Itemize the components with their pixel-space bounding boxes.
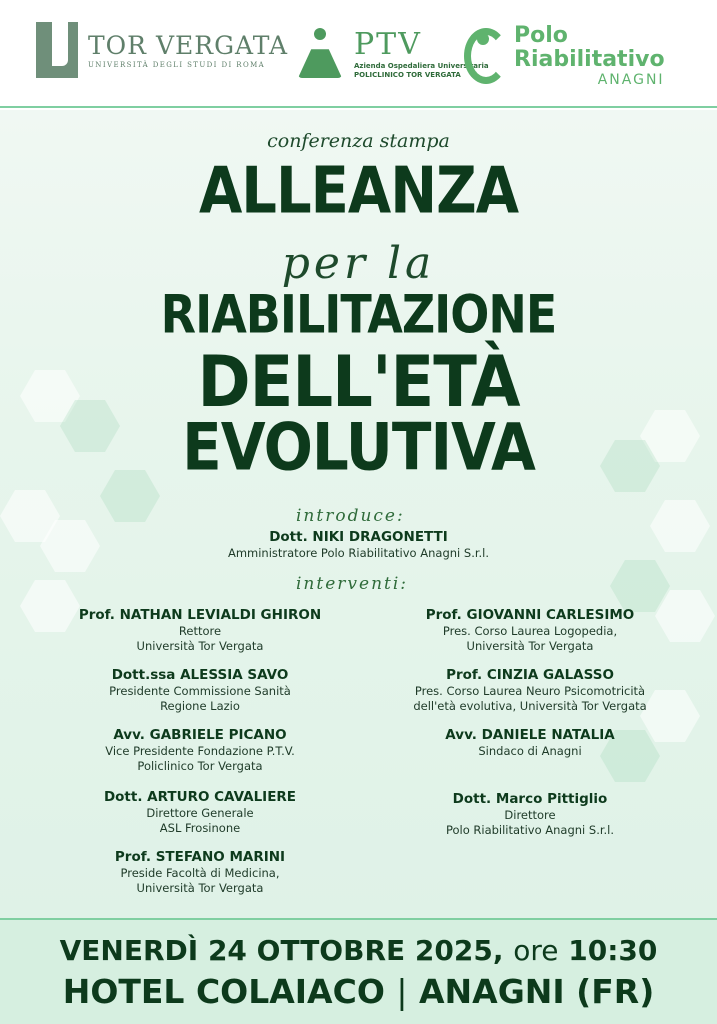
event-ore: ore (513, 934, 559, 967)
interventi-label: interventi: (296, 574, 409, 594)
ptv-line1: Azienda Ospedaliera Universitaria (354, 62, 489, 70)
speaker-role: Direttore (504, 808, 556, 822)
introduce-role: Amministratore Polo Riabilitativo Anagni S.r.l. (227, 546, 490, 560)
ptv-logo (292, 26, 489, 82)
speaker-name: Dott. Marco Pittiglio (452, 791, 608, 807)
speaker-role: dell'età evolutiva, Università Tor Vergata (413, 699, 647, 713)
speaker-name: Prof. CINZIA GALASSO (446, 667, 614, 683)
speaker-role: Pres. Corso Laurea Neuro Psicomotricità (414, 684, 646, 698)
speaker-name: Prof. STEFANO MARINI (114, 849, 286, 865)
speaker (40, 606, 360, 654)
title-line5: EVOLUTIVA (182, 408, 535, 486)
title-line4: DELL'ETÀ (197, 342, 520, 424)
speaker-name: Dott. ARTURO CAVALIERE (103, 789, 297, 805)
speaker-role: Università Tor Vergata (136, 639, 264, 653)
speaker (40, 726, 360, 774)
speaker (370, 790, 690, 838)
speaker (370, 606, 690, 654)
event-time: 10:30 (568, 934, 658, 967)
header (0, 0, 717, 108)
speaker-name: Prof. NATHAN LEVIALDI GHIRON (78, 607, 322, 623)
tor-vergata-name: TOR VERGATA (88, 31, 289, 60)
event-city: ANAGNI (FR) (419, 972, 655, 1011)
speaker (40, 666, 360, 714)
event-venue: HOTEL COLAIACO (62, 972, 385, 1011)
speaker-name: Avv. GABRIELE PICANO (113, 727, 287, 743)
polo-figure-icon (464, 28, 508, 84)
footer (0, 918, 717, 1024)
event-date: VENERDÌ 24 OTTOBRE 2025, (59, 934, 504, 967)
polo-city: ANAGNI (597, 72, 665, 88)
polo-logo (464, 24, 665, 88)
speaker-name: Prof. GIOVANNI CARLESIMO (425, 607, 635, 623)
title-line3: RIABILITAZIONE (160, 282, 557, 346)
speaker-role: Vice Presidente Fondazione P.T.V. (105, 744, 295, 758)
speaker-role: Rettore (178, 624, 222, 638)
speaker-name: Dott.ssa ALESSIA SAVO (111, 667, 289, 683)
introduce-block (0, 528, 717, 561)
ptv-name: PTV (354, 27, 422, 62)
introduce-label: introduce: (296, 506, 405, 526)
tor-vergata-subtitle: UNIVERSITÀ DEGLI STUDI DI ROMA (88, 61, 266, 69)
ptv-figure-icon (292, 26, 348, 82)
ptv-line2: POLICLINICO TOR VERGATA (354, 71, 461, 79)
speaker-role: ASL Frosinone (159, 821, 241, 835)
speaker (40, 848, 360, 896)
tor-vergata-emblem-icon (36, 22, 78, 78)
speaker-role: Direttore Generale (146, 806, 254, 820)
speaker (40, 788, 360, 836)
speaker-role: Università Tor Vergata (466, 639, 594, 653)
tor-vergata-logo (36, 22, 288, 78)
event-type: conferenza stampa (267, 130, 450, 152)
speaker-role: Polo Riabilitativo Anagni S.r.l. (445, 823, 615, 837)
speaker-name: Avv. DANIELE NATALIA (445, 727, 615, 743)
title-script: per la (281, 238, 436, 289)
polo-name-line1: Polo (514, 23, 568, 48)
speaker-role: Pres. Corso Laurea Logopedia, (442, 624, 618, 638)
polo-name-line2: Riabilitativo (514, 47, 665, 72)
speaker (370, 726, 690, 759)
speaker-role: Regione Lazio (160, 699, 240, 713)
introduce-name: Dott. NIKI DRAGONETTI (269, 529, 448, 545)
speaker-role: Università Tor Vergata (136, 881, 264, 895)
speaker-role: Policlinico Tor Vergata (137, 759, 263, 773)
speaker-role: Sindaco di Anagni (478, 744, 582, 758)
hexagon-decoration-icon (610, 560, 670, 612)
speaker-role: Presidente Commissione Sanità (109, 684, 291, 698)
speaker (370, 666, 690, 714)
title-line1: ALLEANZA (198, 154, 519, 229)
event-location (0, 972, 717, 1011)
event-datetime (0, 934, 717, 967)
speaker-role: Preside Facoltà di Medicina, (120, 866, 280, 880)
location-separator: | (396, 972, 408, 1011)
main-content (0, 110, 717, 918)
